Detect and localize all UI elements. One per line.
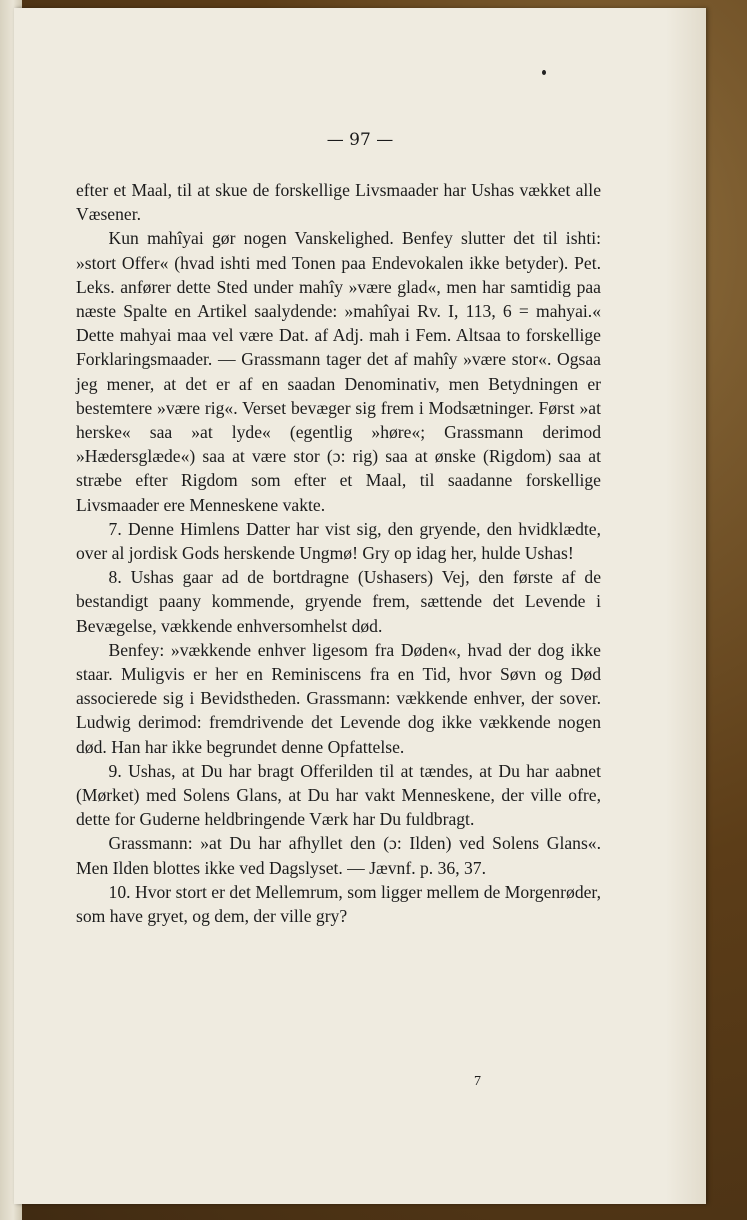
paragraph-benfey-commentary: Benfey: »vækkende enhver ligesom fra Døden«, hvad der dog ikke staar. Muligvis er her en Reminiscens fra en Tid, hvor Søvn og Død associerede sig i Bevidstheden. Grassmann: vækkende enhver, der sover. Ludwig derimod: fremdrivende det Levende dog ikke vækkende nogen død. Han har ikke begrundet denne Opfattelse. xyxy=(76,639,601,757)
page-number-header: — 97 — xyxy=(326,130,394,150)
paper-page xyxy=(14,8,706,1204)
verse-8: 8. Ushas gaar ad de bortdragne (Ushasers) Vej, den første af de bestandigt paany kommende, gryende frem, sættende det Levende i Bevægelse, vækkende enhversomhelst død. xyxy=(76,567,601,636)
signature-mark: 7 xyxy=(474,1074,481,1089)
paragraph-mahiyai-commentary: Kun mahîyai gør nogen Vanskelighed. Benfey slutter det til ishti: »stort Offer« (hvad ishti med Tonen paa Endevokalen ikke betyder). Pet. Leks. anfører dette Sted under mahîy »være glad«, men har samtidig paa næste Spalte en Artikel saalydende: »mahîyai Rv. I, 113, 6 = mahyai.« Dette mahyai maa vel være Dat. af Adj. mah i Fem. Altsaa to forskellige Forklaringsmaader. — Grassmann tager det af mahîy »være stor«. Ogsaa jeg mener, at det er af en saadan Denominativ, men Betydningen er bestemtere »være rig«. Verset bevæger sig frem i Modsætninger. Først »at herske« saa »at lyde« (egentlig »høre«; Grassmann derimod »Hædersglæde«) saa at være stor (ɔ: rig) saa at ønske (Rigdom) saa at stræbe efter Rigdom som efter et Maal, til saadanne forskellige Livsmaader ere Menneskene vakte. xyxy=(76,228,601,515)
verse-7: 7. Denne Himlens Datter har vist sig, den gryende, den hvidklædte, over al jordisk Gods herskende Ungmø! Gry op idag her, hulde Ushas! xyxy=(76,518,601,564)
ink-speck xyxy=(542,70,546,75)
verse-9: 9. Ushas, at Du har bragt Offerilden til at tændes, at Du har aabnet (Mørket) med Solens Glans, at Du har vakt Menneskene, der ville ofre, dette for Guderne heldbringende Værk har Du fuldbragt. xyxy=(76,760,601,830)
page-shadow xyxy=(666,8,706,1204)
paragraph-grassmann-commentary: Grassmann: »at Du har afhyllet den (ɔ: Ilden) ved Solens Glans«. Men Ilden blottes ikke ved Dagslyset. — Jævnf. p. 36, 37. xyxy=(76,833,601,878)
body-text xyxy=(76,178,601,928)
verse-10: 10. Hvor stort er det Mellemrum, som ligger mellem de Morgenrøder, som have gryet, og dem, der ville gry? xyxy=(76,881,601,927)
paragraph-continuation: efter et Maal, til at skue de forskellige Livsmaader har Ushas vækket alle Væsener. xyxy=(76,180,601,225)
